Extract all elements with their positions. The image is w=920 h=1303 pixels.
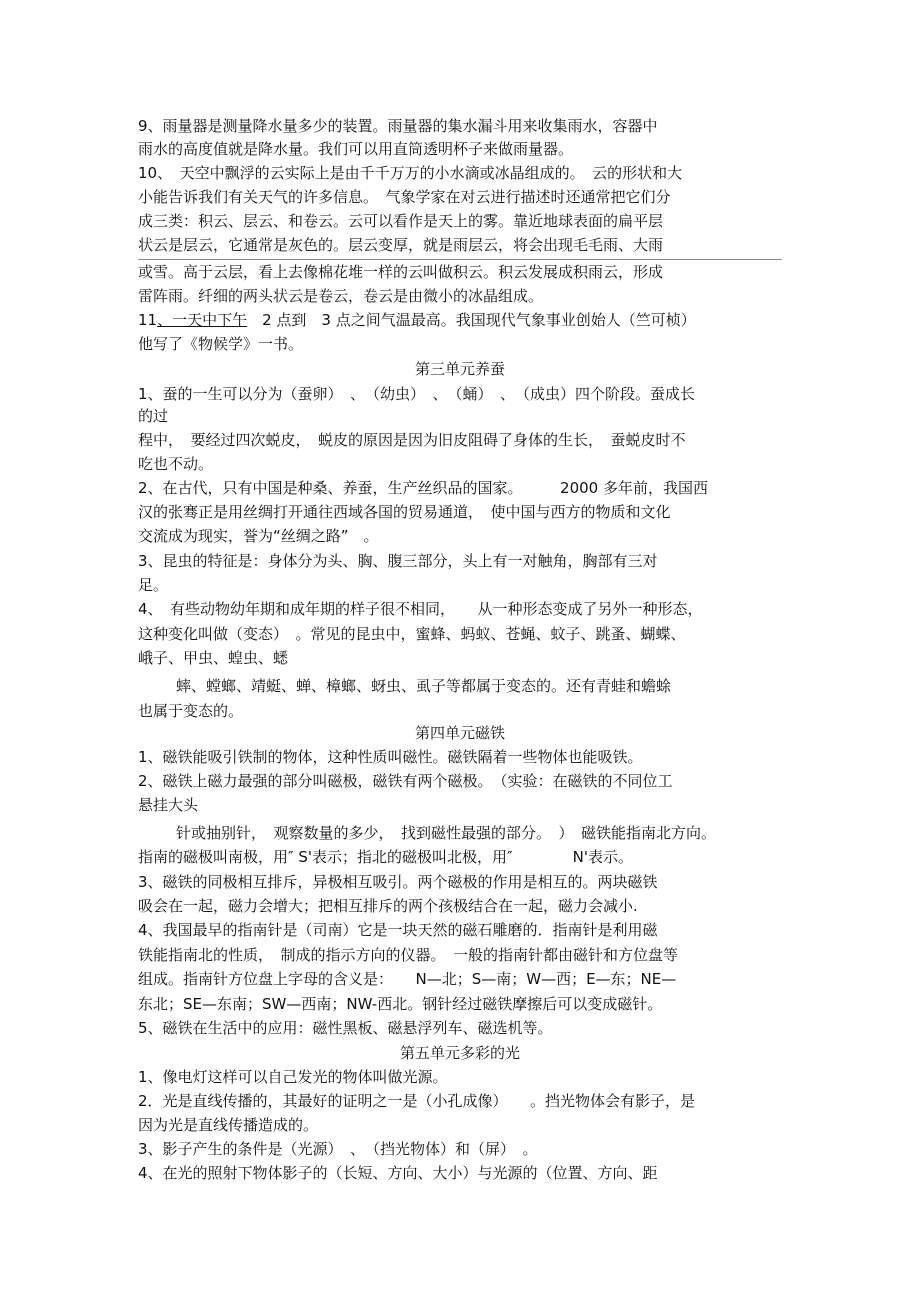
- text-line: 蟀、螳螂、靖蜓、蝉、樟螂、蚜虫、虱子等都属于变态的。还有青蛙和蟾蜍: [176, 677, 672, 695]
- text-line: 吸会在一起，磁力会增大；把相互排斥的两个孩极结合在一起，磁力会减小.: [138, 897, 638, 915]
- text-line: 雨水的高度值就是降水量。我们可以用直筒透明杯子来做雨量器。: [138, 140, 574, 158]
- text-line: 4、 有些动物幼年期和成年期的样子很不相同， 从一种形态变成了另外一种形态，: [138, 600, 703, 618]
- text-line: 2、磁铁上磁力最强的部分叫磁极，磁铁有两个磁极。 （实验：在磁铁的不同位工: [138, 772, 673, 790]
- text-line: 峨子、甲虫、蝗虫、蟋: [138, 649, 289, 667]
- text-line: 铁能指南北的性质， 制成的指示方向的仪器。 一般的指南针都由磁针和方位盘等: [138, 946, 679, 964]
- text-line: 汉的张骞正是用丝绸打开通往西域各国的贸易通道， 使中国与西方的物质和文化: [138, 503, 671, 521]
- text-line: 3、磁铁的同极相互排斥，异极相互吸引。两个磁极的作用是相互的。两块磁铁: [138, 873, 658, 891]
- text-line: 3、影子产生的条件是（光源） 、 （挡光物体）和（屏） 。: [138, 1140, 538, 1158]
- section-title-unit5: 第五单元多彩的光: [399, 1044, 520, 1062]
- text-line: 1、磁铁能吸引铁制的物体，这种性质叫磁性。磁铁隔着一些物体也能吸铁。: [138, 748, 643, 766]
- text-line: 组成。指南针方位盘上字母的含义是： N—北；S—南；W—西；E—东；NE—: [138, 970, 677, 988]
- text-line: 3、昆虫的特征是：身体分为头、胸、腹三部分，头上有一对触角，胸部有三对: [138, 552, 658, 570]
- text-line: 这种变化叫做（变态） 。常见的昆虫中，蜜蜂、蚂蚁、苍蝇、蚊子、跳蚤、蝴蝶、: [138, 625, 686, 643]
- text-line: 针或抽别针， 观察数量的多少， 找到磁性最强的部分。 ） 磁铁能指南北方向。: [176, 824, 717, 842]
- section-title-unit3: 第三单元养蚕: [414, 360, 505, 378]
- text-line: 雷阵雨。纤细的两头状云是卷云，卷云是由微小的冰晶组成。: [138, 287, 544, 305]
- text-line: 成三类：积云、层云、和卷云。云可以看作是天上的雾。靠近地球表面的扁平层: [138, 212, 664, 230]
- text-line: 程中， 要经过四次蜕皮， 蜕皮的原因是因为旧皮阻碍了身体的生长， 蚕蜕皮时不: [138, 431, 686, 449]
- text-line: 他写了《物候学》一书。: [138, 335, 304, 353]
- text-line: 小能告诉我们有关天气的许多信息。 气象学家在对云进行描述时还通常把它们分: [138, 188, 671, 206]
- text-line: 状云是层云，它通常是灰色的。层云变厚，就是雨层云，将会出现毛毛雨、大雨: [138, 236, 664, 254]
- text-line: 5、磁铁在生活中的应用：磁性黑板、磁悬浮列车、磁选机等。: [138, 1019, 553, 1037]
- text-line: 1、像电灯这样可以自己发光的物体叫做光源。: [138, 1068, 448, 1086]
- text-line: 交流成为现实，誉为“丝绸之路” 。: [138, 527, 379, 545]
- item-number: 11: [138, 311, 158, 329]
- text-line: 2、在古代，只有中国是种桑、养蚕，生产丝织品的国家。 2000 多年前，我国西: [138, 479, 708, 497]
- text-line: [138, 309, 696, 331]
- text-line: 4、我国最早的指南针是（司南）它是一块天然的磁石雕磨的．指南针是利用磁: [138, 921, 658, 939]
- text-line: 因为光是直线传播造成的。: [138, 1116, 319, 1134]
- text-line: 悬挂大头: [138, 796, 199, 814]
- text-line: 也属于变态的。: [138, 702, 244, 720]
- section-title-unit4: 第四单元磁铁: [414, 724, 505, 742]
- text-segment: 2 点到 3 点之间气温最高。我国现代气象事业创始人（竺可桢）: [247, 311, 696, 329]
- text-line: 2．光是直线传播的，其最好的证明之一是（小孔成像） 。挡光物体会有影子，是: [138, 1092, 696, 1110]
- text-line: 的过: [138, 407, 169, 425]
- text-line: 足。: [138, 576, 169, 594]
- text-line: 9、雨量器是测量降水量多少的装置。雨量器的集水漏斗用来收集雨水，容器中: [138, 117, 658, 135]
- text-line: 1、蚕的一生可以分为（蚕卵） 、 （幼虫） 、 （蛹） 、 （成虫）四个阶段。蚕成长: [138, 385, 696, 403]
- text-line: 4、在光的照射下物体影子的（长短、方向、大小）与光源的（位置、方向、距: [138, 1164, 658, 1182]
- horizontal-rule: [138, 259, 782, 260]
- text-line: 或雪。高于云层，看上去像棉花堆一样的云叫做积云。积云发展成积雨云，形成: [138, 263, 664, 281]
- text-line: 东北；SE—东南；SW—西南；NW-西北。钢针经过磁铁摩擦后可以变成磁针。: [138, 995, 663, 1013]
- text-line: 吃也不动。: [138, 455, 214, 473]
- text-line: 10、 天空中飘浮的云实际上是由千千万万的小水滴或冰晶组成的。 云的形状和大: [138, 164, 683, 182]
- text-line: 指南的磁极叫南极，用″ S'表示；指北的磁极叫北极，用″ N'表示。: [138, 848, 633, 866]
- underlined-phrase: 、一天中下午: [157, 311, 248, 329]
